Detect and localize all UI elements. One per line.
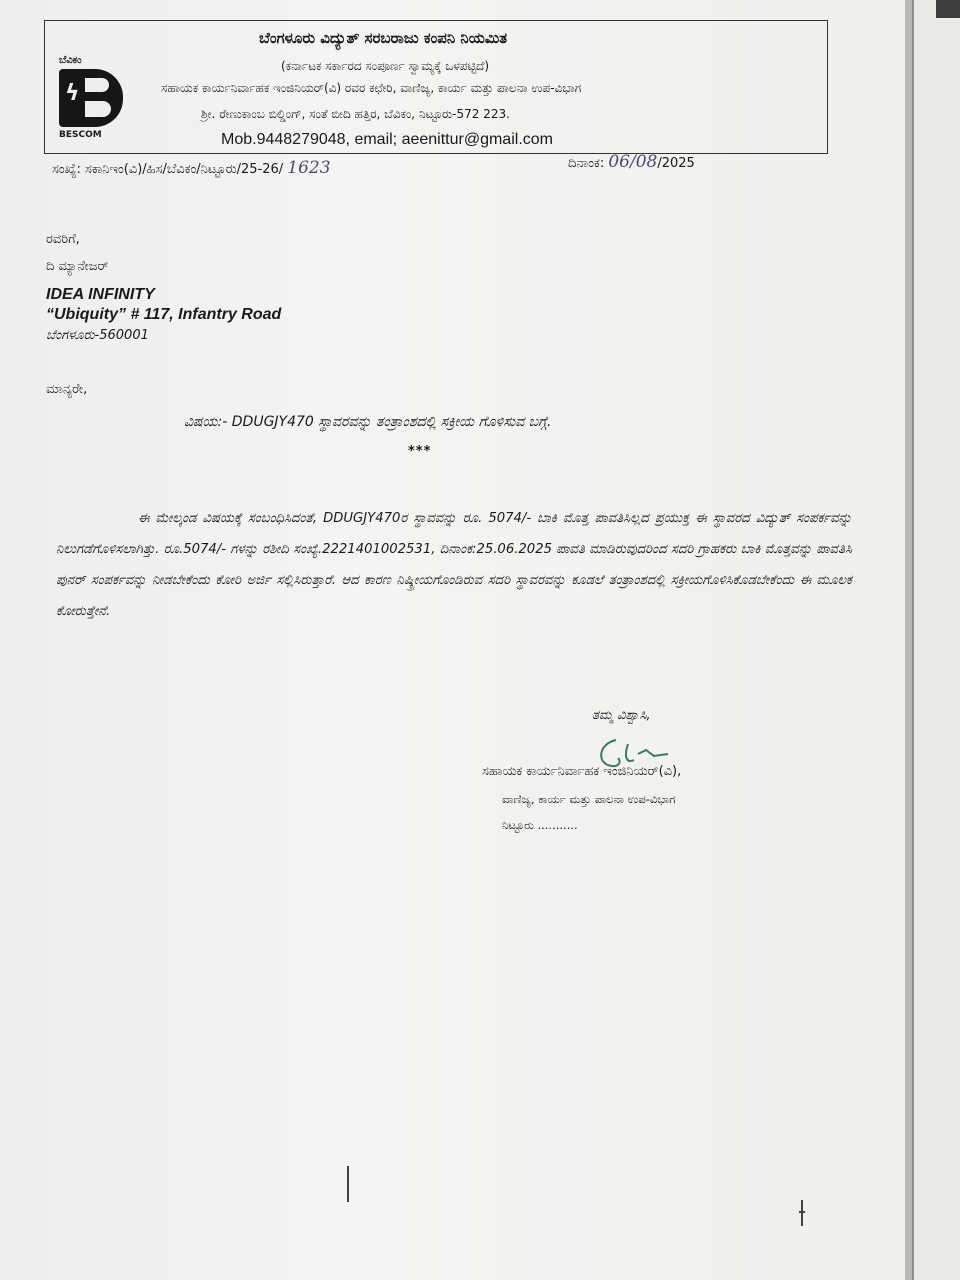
office-address: ಶ್ರೀ. ರೇಣುಕಾಂಬ ಬಿಲ್ಡಿಂಗ್, ಸಂತೆ ಬೀದಿ ಹತ್ತಿರ, ಬೆವಿಕಂ, ನಿಟ್ಟೂರು-572 223. (201, 107, 510, 121)
closing: ತಮ್ಮ ವಿಶ್ವಾಸಿ, (592, 708, 651, 723)
letter-date (568, 152, 695, 172)
separator: *** (408, 444, 432, 459)
date-handwritten: 06/08 (608, 152, 658, 172)
signatory-designation: ಸಹಾಯಕ ಕಾರ್ಯನಿರ್ವಾಹಕ ಇಂಜಿನಿಯರ್(ವಿ), (482, 764, 682, 779)
logo-caption: ಬೆವಿಕಂ (59, 55, 82, 66)
government-line: (ಕರ್ನಾಟಕ ಸರ್ಕಾರದ ಸಂಪೂರ್ಣ ಸ್ವಾಮ್ಯಕ್ಕೆ ಒಳಪಟ್ಟಿದೆ) (281, 59, 490, 73)
reference-label: ಸಂಖ್ಯೆ: ಸಕಾನಿಇಂ(ವಿ)/ಹಿಸ/ಬೆವಿಕಂ/ನಿಟ್ಟೂರು/25-26/ (52, 162, 284, 177)
recipient-street: “Ubiquity” # 117, Infantry Road (46, 306, 282, 323)
letter-body: ಈ ಮೇಲ್ಕಂಡ ವಿಷಯಕ್ಕೆ ಸಂಬಂಧಿಸಿದಂತೆ, DDUGJY470ರ ಸ್ಥಾವವನ್ನು ರೂ. 5074/- ಬಾಕಿ ಮೊತ್ತ ಪಾವತಿಸಿಲ್ಲದ ಪ್ರಯುಕ್ತ ಈ ಸ್ಥಾವರದ ವಿದ್ಯುತ್ ಸಂಪರ್ಕವನ್ನು ನಿಲುಗಡೆಗೊಳಿಸಲಾಗಿತ್ತು. ರೂ.5074/- ಗಳನ್ನು ರಶೀದಿ ಸಂಖ್ಯೆ.2221401002531, ದಿನಾಂಕ:25.06.2025 ಪಾವತಿ ಮಾಡಿರುವುದರಿಂದ ಸದರಿ ಗ್ರಾಹಕರು ಬಾಕಿ ಮೊತ್ತವನ್ನು ಪಾವತಿಸಿ ಪುನರ್ ಸಂಪರ್ಕವನ್ನು ನೀಡಬೇಕೆಂದು ಕೋರಿ ಅರ್ಜಿ ಸಲ್ಲಿಸಿರುತ್ತಾರೆ. ಆದ ಕಾರಣ ನಿಷ್ಕ್ರೀಯಗೊಂಡಿರುವ ಸದರಿ ಸ್ಥಾವರವನ್ನು ಕೂಡಲೆ ತಂತ್ರಾಂಶದಲ್ಲಿ ಸಕ್ರೀಯಗೊಳಿಸಿಕೊಡಬೇಕೆಂದು ಈ ಮೂಲಕ ಕೋರುತ್ತೇನೆ. (56, 511, 852, 619)
salutation: ಮಾನ್ಯರೇ, (46, 382, 88, 397)
date-label: ದಿನಾಂಕ: (568, 156, 605, 171)
adjacent-paper (912, 0, 960, 1280)
paper-mark (798, 1200, 806, 1226)
logo-text: BESCOM (59, 130, 102, 140)
signatory-place: ನಿಟ್ಟೂರು ........... (502, 818, 578, 832)
contact-line: Mob.9448279048, email; aeenittur@gmail.com (221, 131, 553, 148)
company-name: ಬೆಂಗಳೂರು ವಿದ್ಯುತ್ ಸರಬರಾಜು ಕಂಪನಿ ನಿಯಮಿತ (259, 29, 508, 47)
bescom-logo (51, 35, 123, 139)
recipient-city: ಬೆಂಗಳೂರು-560001 (46, 328, 149, 343)
subject-line: ವಿಷಯ:- DDUGJY470 ಸ್ಥಾವರವನ್ನು ತಂತ್ರಾಂಶದಲ್ಲಿ ಸಕ್ರೀಯ ಗೊಳಿಸುವ ಬಗ್ಗೆ. (184, 414, 552, 430)
letterhead (44, 20, 828, 154)
reference-handwritten-number: 1623 (287, 158, 331, 178)
signatory-department: ವಾಣಿಜ್ಯ, ಕಾರ್ಯ ಮತ್ತು ಪಾಲನಾ ಉಪ-ವಿಭಾಗ (502, 792, 676, 806)
logo-b-icon: ϟ (59, 69, 123, 127)
office-line: ಸಹಾಯಕ ಕಾರ್ಯನಿರ್ವಾಹಕ ಇಂಜಿನಿಯರ್(ವಿ) ರವರ ಕಛೇರಿ, ವಾಣಿಜ್ಯ, ಕಾರ್ಯ ಮತ್ತು ಪಾಲನಾ ಉಪ-ವಿಭಾಗ (161, 81, 582, 95)
recipient-to: ರವರಿಗೆ, (46, 232, 80, 247)
date-year: /2025 (657, 156, 695, 171)
recipient-company: IDEA INFINITY (46, 286, 155, 303)
paper-mark (345, 1166, 351, 1202)
reference-number (52, 158, 331, 178)
recipient-designation: ದಿ ಮ್ಯಾನೇಜರ್ (46, 259, 109, 274)
